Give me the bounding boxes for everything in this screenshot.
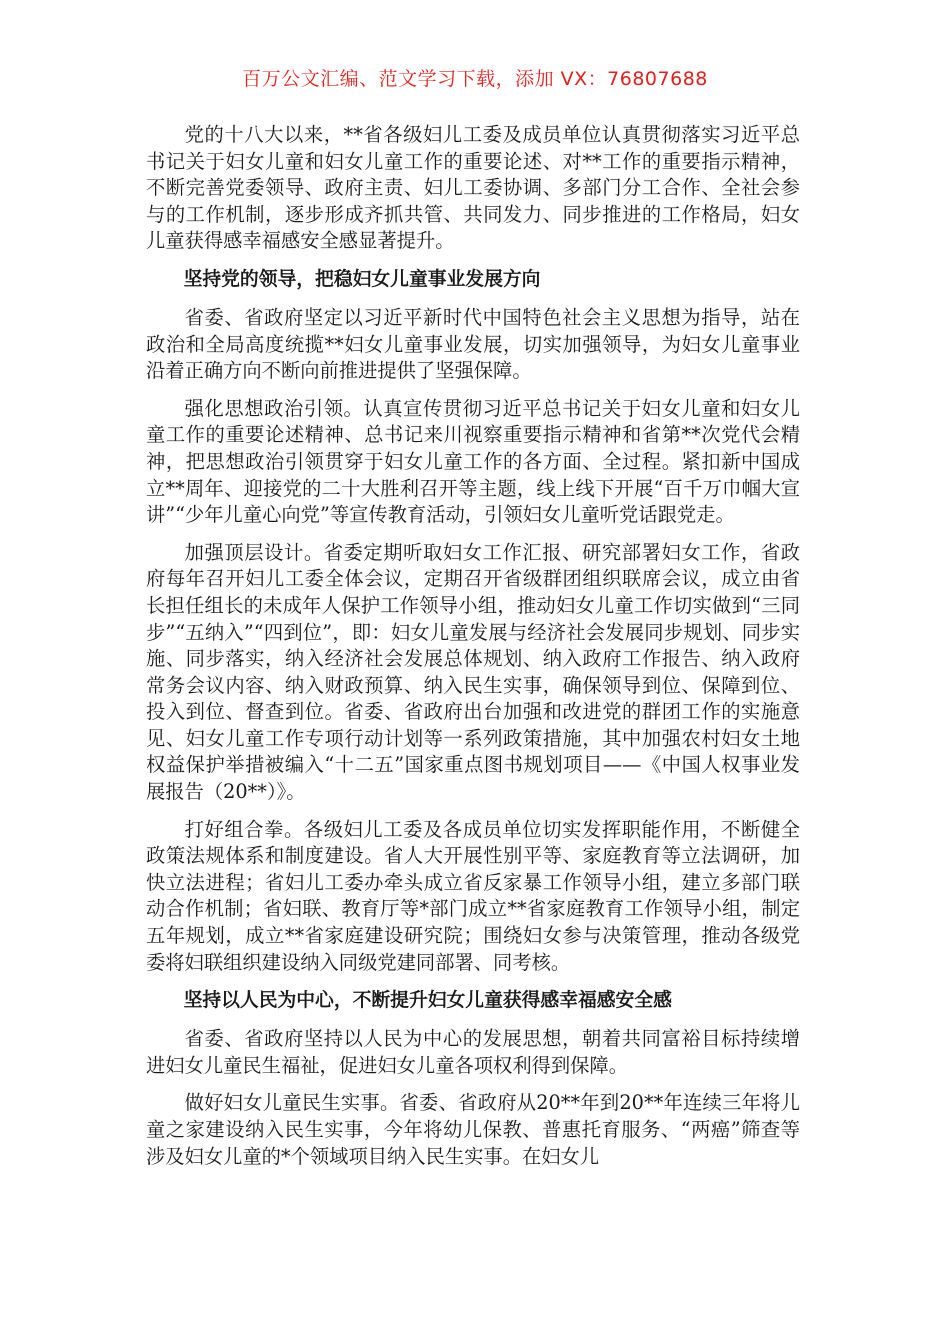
paragraph-ideological-guidance: 强化思想政治引领。认真宣传贯彻习近平总书记关于妇女儿童和妇女儿童工作的重要论述精神、总书记来川视察重要指示精神和省第**次党代会精神，把思想政治引领贯穿于妇女儿童工作的各方面、全过程。紧扣新中国成立**周年、迎接党的二十大胜利召开等主题，线上线下开展“百千万巾帼大宣讲”“少年儿童心向党”等宣传教育活动，引领妇女儿童听党话跟党走。	[146, 396, 800, 527]
document-body	[146, 122, 800, 1181]
paragraph-intro: 党的十八大以来，**省各级妇儿工委及成员单位认真贯彻落实习近平总书记关于妇女儿童和妇女儿童工作的重要论述、对**工作的重要指示精神，不断完善党委领导、政府主责、妇儿工委协调、多部门分工合作、全社会参与的工作机制，逐步形成齐抓共管、共同发力、同步推进的工作格局，妇女儿童获得感幸福感安全感显著提升。	[146, 123, 800, 253]
watermark-banner: 百万公文汇编、范文学习下载，添加 VX：76807688	[242, 68, 708, 90]
paragraph-combination: 打好组合拳。各级妇儿工委及各成员单位切实发挥职能作用，不断健全政策法规体系和制度建设。省人大开展性别平等、家庭教育等立法调研，加快立法进程；省妇儿工委办牵头成立省反家暴工作领导小组，建立多部门联动合作机制；省妇联、教育厅等*部门成立**省家庭教育工作领导小组，制定五年规划，成立**省家庭建设研究院；围绕妇女参与决策管理，推动各级党委将妇联组织建设纳入同级党建同部署、同考核。	[146, 817, 800, 974]
section-heading-party-leadership: 坚持党的领导，把稳妇女儿童事业发展方向	[183, 268, 541, 290]
paragraph-top-level-design: 加强顶层设计。省委定期听取妇女工作汇报、研究部署妇女工作，省政府每年召开妇儿工委全体会议，定期召开省级群团组织联席会议，成立由省长担任组长的未成年人保护工作领导小组，推动妇女儿童工作切实做到“三同步”“五纳入”“四到位”，即：妇女儿童发展与经济社会发展同步规划、同步实施、同步落实，纳入经济社会发展总体规划、纳入政府工作报告、纳入政府常务会议内容、纳入财政预算、纳入民生实事，确保领导到位、保障到位、投入到位、督查到位。省委、省政府出台加强和改进党的群团工作的实施意见、妇女儿童工作专项行动计划等一系列政策措施，其中加强农村妇女土地权益保护举措被编入“十二五”国家重点图书规划项目——《中国人权事业发展报告（20**）》。	[146, 540, 800, 804]
paragraph-livelihood-projects: 做好妇女儿童民生实事。省委、省政府从20**年到20**年连续三年将儿童之家建设纳入民生实事，今年将幼儿保教、普惠托育服务、“两癌”筛查等涉及妇女儿童的*个领域项目纳入民生实事。在妇女儿	[146, 1091, 800, 1168]
paragraph-party-leadership: 省委、省政府坚定以习近平新时代中国特色社会主义思想为指导，站在政治和全局高度统揽**妇女儿童事业发展，切实加强领导，为妇女儿童事业沿着正确方向不断向前推进提供了坚强保障。	[146, 305, 800, 383]
paragraph-people-centered: 省委、省政府坚持以人民为中心的发展思想，朝着共同富裕目标持续增进妇女儿童民生福祉，促进妇女儿童各项权利得到保障。	[146, 1027, 800, 1077]
section-heading-people-centered: 坚持以人民为中心，不断提升妇女儿童获得感幸福感安全感	[183, 990, 672, 1012]
